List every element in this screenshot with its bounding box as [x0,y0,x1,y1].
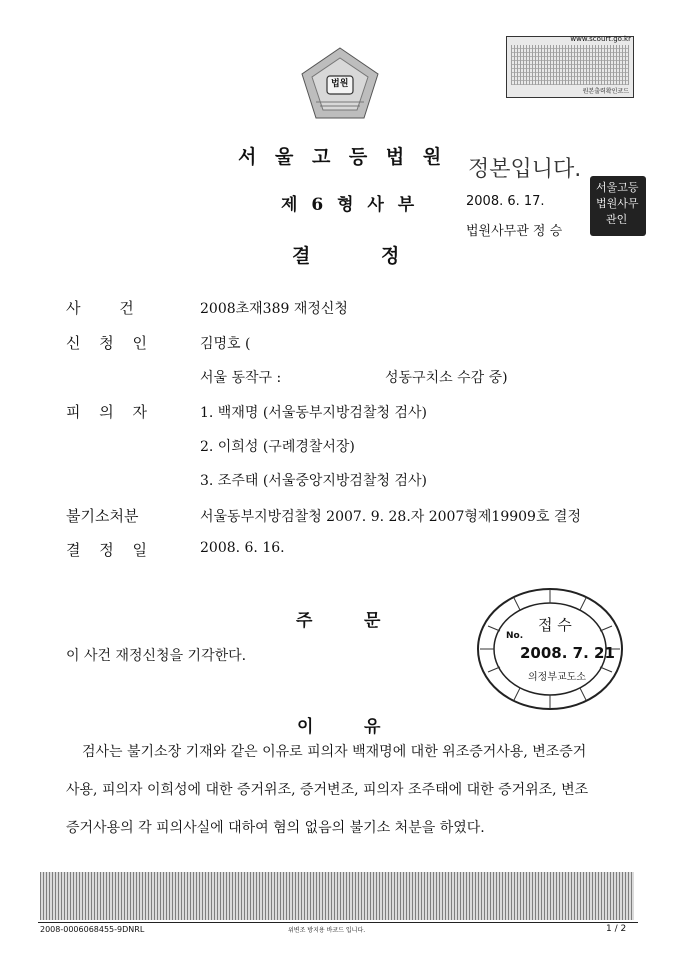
reason-heading-char-2: 유 [364,717,387,737]
field-value-address: 서울 동작구 : [200,370,282,386]
order-heading-char-1: 주 [296,611,319,631]
emblem-label: 법원 [331,79,349,89]
certification-date: 2008. 6. 17. [466,194,545,209]
receipt-date: 2008. 7. 21 [520,644,615,662]
order-text: 이 사건 재정신청을 기각한다. [66,648,247,664]
doc-type-char-2: 정 [381,245,406,267]
footer-rule [38,922,638,923]
field-value-detention: 성동구치소 수감 중) [385,370,508,386]
field-label-decision-date: 결 정 일 [66,541,148,559]
reason-line-3: 증거사용의 각 피의사실에 대하여 혐의 없음의 불기소 처분을 하였다. [66,820,485,836]
certification-officer: 법원사무관 정 승 [466,224,563,239]
field-value-disposition: 서울동부지방검찰청 2007. 9. 28.자 2007형제19909호 결정 [200,509,581,525]
division-name: 제 6 형 사 부 [281,195,419,215]
field-value-suspect-1: 1. 백재명 (서울동부지방검찰청 검사) [200,405,427,421]
field-value-case: 2008초재389 재정신청 [200,301,348,317]
seal-line: 법원사무 [596,197,639,210]
court-name: 서 울 고 등 법 원 [238,146,448,168]
seal-line: 서울고등 [596,181,639,194]
field-label-disposition: 불기소처분 [66,507,139,525]
receipt-top-label: 접 수 [538,616,572,634]
anti-forgery-barcode [40,872,634,920]
field-label-case: 사 건 [66,299,134,317]
reason-heading-char-1: 이 [297,717,320,737]
field-label-suspect: 피 의 자 [66,403,148,421]
seal-line: 관인 [606,213,628,226]
reason-line-1: 검사는 불기소장 기재와 같은 이유로 피의자 백재명에 대한 위조증거사용, 변조증거 [82,744,587,760]
field-label-applicant: 신 청 인 [66,334,148,352]
reason-line-2: 사용, 피의자 이희성에 대한 증거위조, 증거변조, 피의자 조주태에 대한 증거위조, 변조 [66,782,589,798]
field-value-decision-date: 2008. 6. 16. [200,540,285,556]
order-heading-char-2: 문 [364,611,387,631]
field-value-suspect-3: 3. 조주태 (서울중앙지방검찰청 검사) [200,473,427,489]
barcode-notice: 위변조 방지용 바코드 입니다. [288,927,366,934]
court-url: www.scourt.go.kr [570,35,631,43]
receipt-institution: 의정부교도소 [528,672,586,683]
field-value-applicant: 김명호 ( [200,336,251,352]
receipt-no-label: No. [506,631,524,641]
doc-type-char-1: 결 [292,245,317,267]
verification-barcode-box [506,36,634,98]
certified-copy-text: 정본입니다. [468,157,582,182]
page-number: 1 / 2 [606,924,627,934]
document-id: 2008-0006068455-9DNRL [40,925,145,934]
barcode-caption: 원본출력확인코드 [582,88,629,95]
officer-seal [590,176,646,236]
field-value-suspect-2: 2. 이희성 (구례경찰서장) [200,439,355,455]
barcode-pattern [511,45,629,85]
